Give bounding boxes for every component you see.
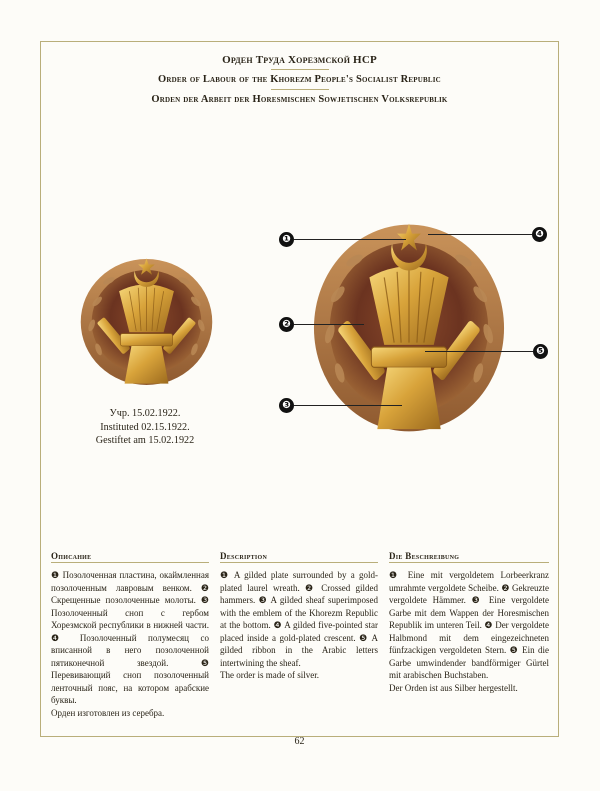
title-russian: Орден Труда Хорезмской НСР — [222, 54, 377, 66]
description-text-ru: ❶ Позолоченная пластина, окаймленная позолоченным лавровым венком. ❷ Скрещенные позолоченные молоты. ❸ Позолоченный сноп с гербом Хорезмской республики в нижней части. ❹ Позолоченный полумесяц со вписанной в него позолоченной пятиконечной звездой. ❺ Перевивающий сноп позолоченный ленточный пояс, на котором арабские буквы. — [51, 570, 209, 705]
description-text-de: ❶ Eine mit vergoldetem Lorbeerkranz umrahmte vergoldete Scheibe. ❷ Gekreuzte vergoldete Hämmer. ❸ Eine vergoldete Garbe mit dem Wappen der Horesmischen Republik im unteren Teil. ❹ Der vergoldete Halbmond mit dem eingezeichneten fünfzackigen vergoldeten Stern. ❺ Ein die Garbe umwindender bandförmiger Gürtel mit arabischen Buchstaben. — [389, 570, 549, 680]
page-number: 62 — [294, 736, 305, 747]
heading-divider — [51, 562, 209, 563]
description-column-de — [389, 569, 549, 694]
title-divider — [271, 89, 329, 90]
title-divider — [271, 69, 329, 70]
callout-line-2 — [294, 324, 364, 325]
callout-line-5 — [425, 351, 533, 352]
material-note-de: Der Orden ist aus Silber hergestellt. — [389, 682, 518, 693]
callout-marker-1: ❶ — [279, 232, 294, 247]
material-note-en: The order is made of silver. — [220, 670, 319, 680]
heading-divider — [389, 562, 549, 563]
heading-divider — [220, 562, 378, 563]
description-heading-ru: Описание — [51, 551, 92, 561]
callout-line-1 — [294, 239, 406, 240]
instituted-date-en: Instituted 02.15.1922. — [100, 421, 190, 433]
description-text-en: ❶ A gilded plate surrounded by a gold-plated laurel wreath. ❷ Crossed gilded hammers. ❸ A gilded sheaf superimposed with the emblem of the Khorezm Republic at the bottom. ❹ A gilded five-pointed star placed inside a gold-plated crescent. ❺ A gilded ribbon in the Arabic letters intertwining the sheaf. — [220, 570, 378, 668]
instituted-dates — [70, 407, 220, 448]
material-note-ru: Орден изготовлен из серебра. — [51, 707, 165, 718]
callout-marker-2: ❷ — [279, 317, 294, 332]
callout-line-4 — [428, 234, 532, 235]
description-column-en — [220, 569, 378, 682]
order-medal-large-photo — [310, 210, 508, 446]
callout-line-3 — [294, 405, 402, 406]
title-english: Order of Labour of the Khorezm People's Socialist Republic — [158, 74, 441, 85]
callout-marker-4: ❹ — [532, 227, 547, 242]
description-column-ru — [51, 569, 209, 719]
order-medal-small-photo — [78, 248, 215, 396]
instituted-date-ru: Учр. 15.02.1922. — [109, 408, 181, 419]
instituted-date-de: Gestiftet am 15.02.1922 — [95, 435, 195, 446]
description-heading-de: Die Beschreibung — [389, 551, 460, 561]
callout-marker-5: ❺ — [533, 344, 548, 359]
description-heading-en: Description — [220, 551, 268, 561]
title-german: Orden der Arbeit der Horesmischen Sowjetischen Volksrepublik — [151, 94, 448, 105]
callout-marker-3: ❸ — [279, 398, 294, 413]
